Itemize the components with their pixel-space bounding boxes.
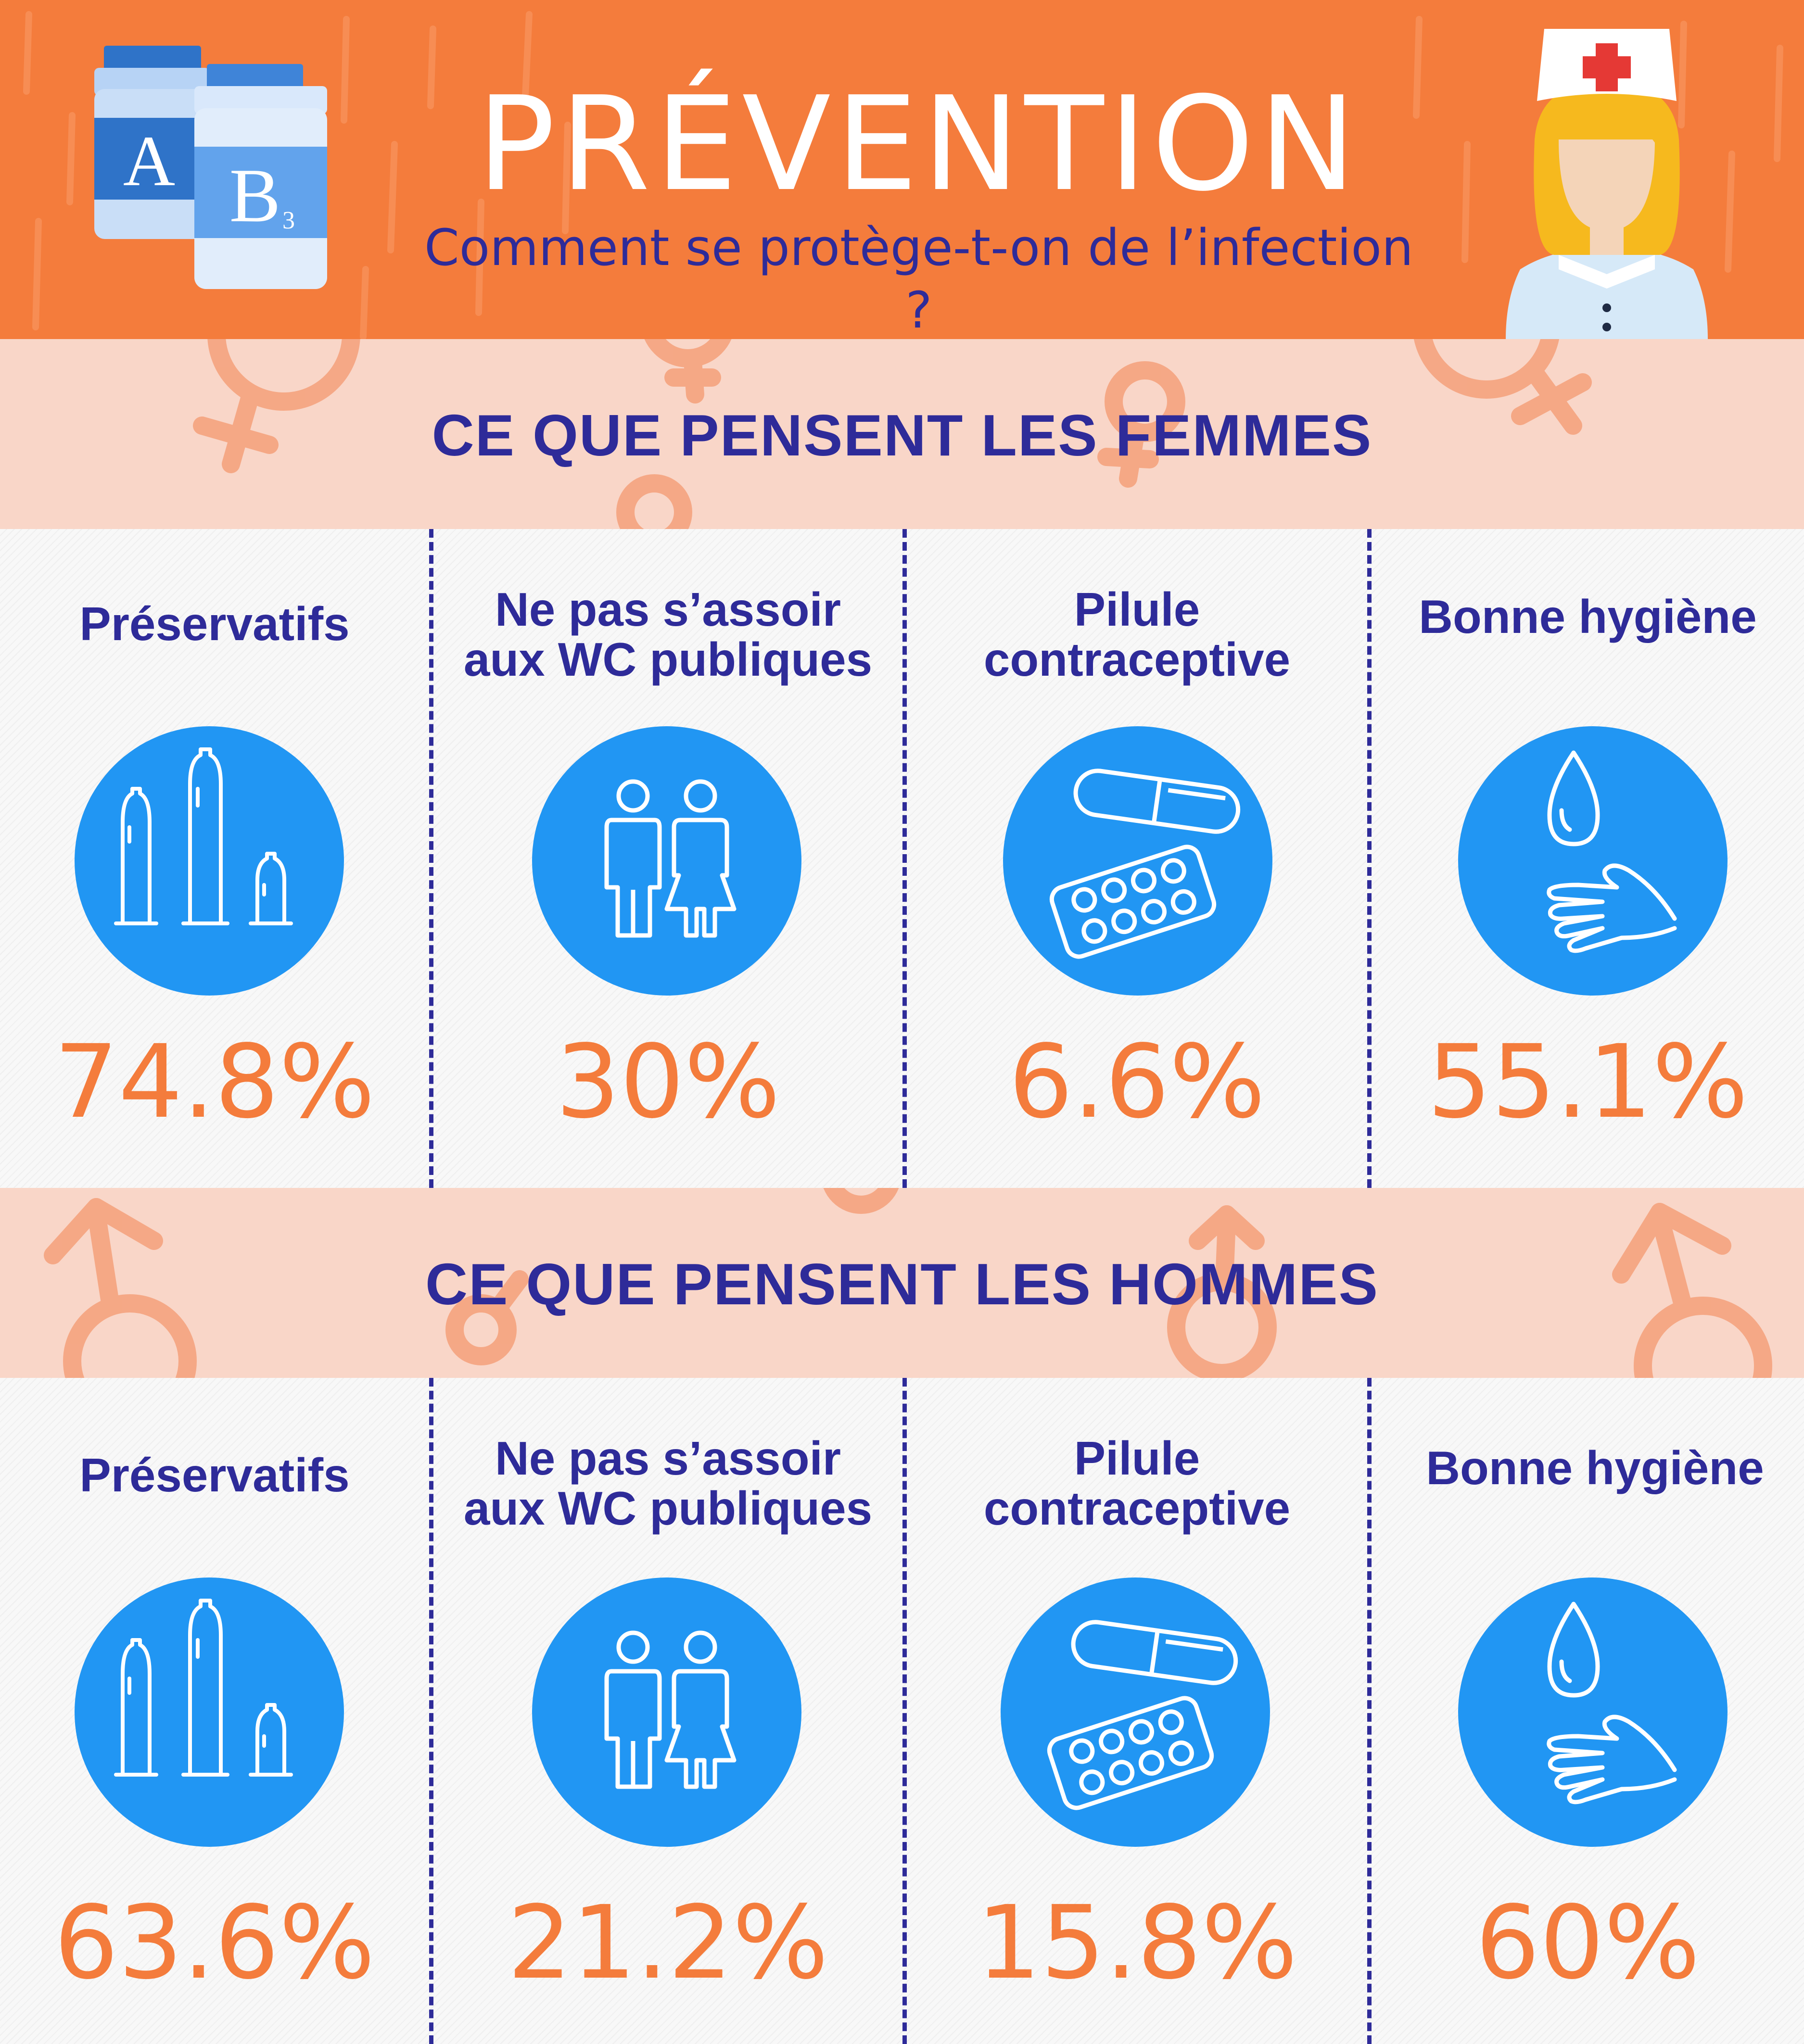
stat-label: Préservatifs <box>79 1449 350 1501</box>
stat-label-line2: aux WC publiques <box>463 633 873 686</box>
stat-label-line1: Ne pas s’assoir <box>495 1432 841 1485</box>
page-title: PRÉVENTION <box>477 68 1361 220</box>
stat-label-line1: Pilule <box>1074 1432 1200 1485</box>
stat-label: Préservatifs <box>79 597 350 650</box>
hommes-section-title: CE QUE PENSENT LES HOMMES <box>425 1251 1379 1317</box>
hommes-band <box>0 1188 1804 1378</box>
column-divider <box>1367 529 1372 1188</box>
stat-percentage: 55.1% <box>1427 1023 1749 1141</box>
stat-percentage: 60% <box>1475 1884 1700 2002</box>
stat-card-pilule <box>907 1378 1367 2044</box>
hand-drop-icon <box>1458 726 1728 996</box>
stat-card-preservatifs <box>0 1378 429 2044</box>
femmes-stats <box>0 529 1804 1188</box>
stat-percentage: 74.8% <box>54 1023 375 1141</box>
stat-card-hygiene <box>1372 529 1804 1188</box>
condoms-icon <box>75 726 344 996</box>
column-divider <box>902 1378 907 2044</box>
restroom-people-icon <box>532 726 801 996</box>
svg-text:B: B <box>229 152 281 238</box>
stat-label-line2: contraceptive <box>983 1482 1291 1535</box>
nurse-avatar <box>1486 29 1717 339</box>
femmes-section-title: CE QUE PENSENT LES FEMMES <box>432 403 1372 468</box>
stat-card-wc-publiques <box>433 529 902 1188</box>
stat-label-line1: Ne pas s’assoir <box>495 583 841 636</box>
stat-label: Bonne hygiène <box>1426 1441 1764 1494</box>
svg-text:A: A <box>123 121 176 201</box>
stat-label-line1: Pilule <box>1074 583 1200 636</box>
femmes-band <box>0 339 1804 529</box>
stat-card-hygiene <box>1372 1378 1804 2044</box>
stat-label: Bonne hygiène <box>1419 590 1757 643</box>
stat-card-preservatifs <box>0 529 429 1188</box>
stat-card-pilule <box>907 529 1367 1188</box>
header-banner <box>0 0 1804 339</box>
stat-percentage: 63.6% <box>54 1884 375 2002</box>
condoms-icon <box>75 1577 344 1847</box>
stat-label-line2: aux WC publiques <box>463 1482 873 1535</box>
column-divider <box>429 529 433 1188</box>
stat-percentage: 30% <box>556 1023 780 1141</box>
pill-icon <box>1003 726 1272 996</box>
pill-icon <box>1001 1577 1270 1847</box>
page-subtitle: Comment se protège-t-on de l’infection ? <box>424 218 1413 339</box>
vitamin-bottles-icon <box>91 46 351 296</box>
hommes-stats <box>0 1378 1804 2044</box>
stat-card-wc-publiques <box>433 1378 902 2044</box>
svg-text:3: 3 <box>282 207 295 234</box>
stat-percentage: 21.2% <box>507 1884 829 2002</box>
stat-percentage: 6.6% <box>1008 1023 1266 1141</box>
column-divider <box>902 529 907 1188</box>
restroom-people-icon <box>532 1577 801 1847</box>
stat-percentage: 15.8% <box>976 1884 1298 2002</box>
column-divider <box>429 1378 433 2044</box>
column-divider <box>1367 1378 1372 2044</box>
stat-label-line2: contraceptive <box>983 633 1291 686</box>
hand-drop-icon <box>1458 1577 1728 1847</box>
